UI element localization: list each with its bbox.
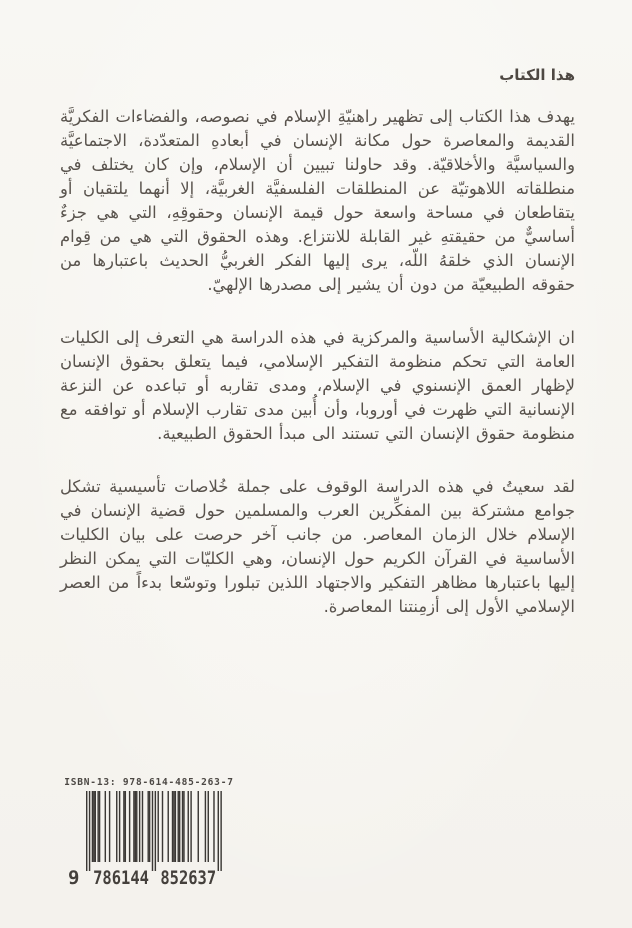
barcode-bar — [147, 791, 148, 862]
isbn-barcode — [58, 777, 240, 891]
barcode-bar — [129, 791, 130, 862]
barcode-bar — [99, 791, 100, 862]
barcode-bar — [95, 791, 96, 862]
barcode-bar — [105, 791, 106, 862]
barcode-bar — [178, 791, 179, 862]
paragraph: ان الإشكالية الأساسية والمركزية في هذه الدراسة هي التعرف إلى الكليات العامة التي تحكم منظومة التفكير الإسلامي، فيما يتعلق بحقوق الإنسان لإظهار العمق الإنسنوي في الإسلام، ومدى تقاربه أو تباعده عن النزعة الإنسانية التي ظهرت في أوروبا، وأن أُبين مدى تقارب الإسلام أو توافقه مع منظومة حقوق الإنسان التي تستند الى مبدأ الحقوق الطبيعية. — [60, 328, 575, 443]
barcode-bar — [158, 791, 159, 862]
barcode-bar — [183, 791, 184, 862]
barcode-bar — [182, 791, 183, 862]
back-cover-text — [60, 66, 575, 643]
barcode-bar — [220, 791, 221, 871]
section-title: هذا الكتاب — [499, 66, 575, 84]
barcode-bar — [86, 791, 87, 871]
barcode-bar — [208, 791, 209, 862]
paragraph: يهدف هذا الكتاب إلى تظهير راهنيّةِ الإسلام في نصوصه، والفضاءات الفكريَّة القديمة والمعاصرة حول مكانة الإنسان في أبعادهِ المتعدّدة، الاجتماعيَّة والسياسيَّة والأخلاقيّة. وقد حاولنا تبيين أن الإسلام، وإن كان يختلف في منطلقاته اللاهوتيّة عن المنطلقات الفلسفيَّة الغربيَّة، إلا أنهما يلتقيان أو يتقاطعان في مساحة واسعة حول قيمة الإنسان وحقوقِهِ، التي هي جزءٌ أساسيٌّ من حقيقتهِ غير القابلة للانتزاع. وهذه الحقوق التي هي من قِوام الإنسان الذي خلقهُ اللّه، يرى إليها الفكر الغربيُّ الحديث باعتبارها من حقوقه الطبيعيّة من دون أن يشير إلى مصدرها الإلهيّ. — [60, 107, 575, 294]
barcode-bar — [92, 791, 93, 862]
barcode-bar — [149, 791, 150, 862]
barcode-bar — [89, 791, 90, 871]
barcode-digit-group: 786144 — [93, 867, 149, 887]
barcode-bar — [135, 791, 136, 862]
barcode-image — [58, 789, 240, 887]
barcode-bar — [190, 791, 191, 862]
barcode-bar — [97, 791, 98, 862]
barcode-bar — [175, 791, 176, 862]
barcode-bar — [198, 791, 199, 862]
barcode-bar — [179, 791, 180, 862]
barcode-digit-group: 9 — [68, 867, 80, 887]
barcode-bar — [172, 791, 173, 862]
isbn-label: ISBN-13: 978-614-485-263-7 — [64, 777, 234, 788]
barcode-bar — [168, 791, 169, 862]
barcode-bar — [152, 791, 153, 871]
barcode-bar — [109, 791, 110, 862]
barcode-bar — [133, 791, 134, 862]
barcode-bar — [218, 791, 219, 871]
barcode-bar — [173, 791, 174, 862]
barcode-bar — [123, 791, 124, 862]
barcode-bar — [188, 791, 189, 862]
barcode-bar — [205, 791, 206, 862]
barcode-bar — [155, 791, 156, 871]
barcode-digit-group: 852637 — [160, 867, 217, 887]
barcode-bar — [116, 791, 117, 862]
barcode-bar — [125, 791, 126, 862]
barcode-bar — [139, 791, 140, 862]
barcode-bar — [119, 791, 120, 862]
barcode-bar — [142, 791, 143, 862]
barcode-bar — [213, 791, 214, 862]
barcode-bar — [136, 791, 137, 862]
barcode-bar — [93, 791, 94, 862]
paragraph: لقد سعيتُ في هذه الدراسة الوقوف على جملة خُلاصات تأسيسية تشكل جوامع مشتركة بين المفكِّرين العرب والمسلمين حول قضية الإنسان في الإسلام خلال الزمان المعاصر. من جانب آخر حرصت على بيان الكليات الأساسية في القرآن الكريم حول الإنسان، وهي الكليّات التي يمكن النظر إليها باعتبارها مظاهر التفكير والاجتهاد اللذين تبلورا وتوسّعا بدءاً من العصر الإسلامي الأول إلى أزمِنتنا المعاصرة. — [60, 477, 575, 616]
barcode-bar — [162, 791, 163, 862]
